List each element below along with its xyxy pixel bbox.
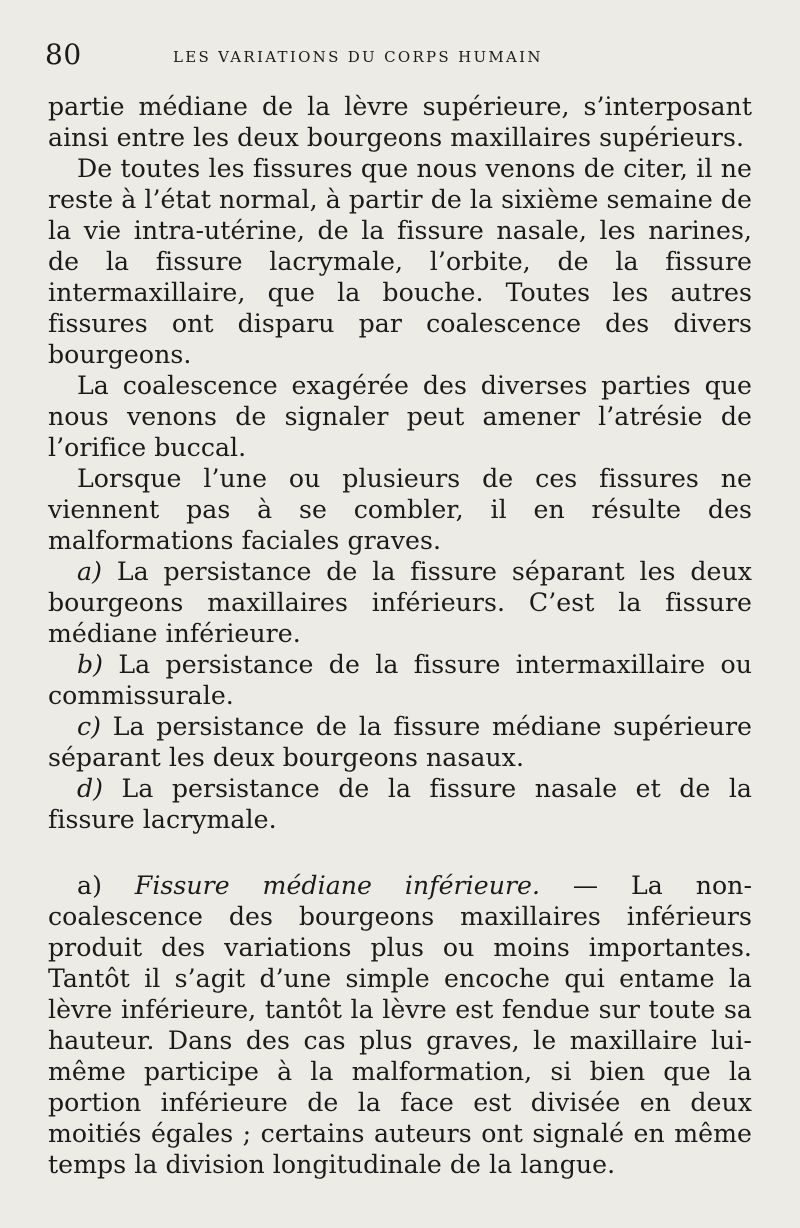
section-dash: — — [572, 871, 599, 900]
list-text-c: La persistance de la fissure médiane supérieure séparant les deux bourgeons nasaux. — [48, 712, 752, 772]
running-title: LES VARIATIONS DU CORPS HUMAIN — [173, 48, 543, 66]
list-item-b — [48, 649, 752, 711]
paragraph-malformations: Lorsque l’une ou plusieurs de ces fissures ne viennent pas à se combler, il en résulte des malformations faciales graves. — [48, 464, 752, 555]
section-heading: Fissure médiane inférieure. — [134, 871, 541, 900]
paragraph-coalescence: La coalescence exagérée des diverses parties que nous venons de signaler peut amener l’atrésie de l’orifice buccal. — [48, 371, 752, 462]
list-item-a — [48, 556, 752, 649]
section-paragraph — [48, 870, 752, 1180]
list-marker-b: b) — [77, 650, 104, 679]
section-gap — [48, 835, 752, 870]
list-text-a: La persistance de la fissure séparant les deux bourgeons maxillaires inférieurs. C’est la fissure médiane inférieure. — [48, 557, 753, 648]
continued-paragraph: partie médiane de la lèvre supérieure, s’interposant ainsi entre les deux bourgeons maxillaires supérieurs. — [48, 92, 752, 152]
list-text-b: La persistance de la fissure intermaxillaire ou commissurale. — [48, 650, 752, 710]
page-header — [45, 38, 750, 78]
section-text: La non-coalescence des bourgeons maxillaires inférieurs produit des variations plus ou moins importantes. Tantôt il s’agit d’une simple encoche qui entame la lèvre inférieure, tantôt la lèvre est fendue sur toute sa hauteur. Dans des cas plus graves, le maxillaire lui-même participe à la malformation, si bien que la portion inférieure de la face est divisée en deux moitiés égales ; certains auteurs ont signalé en même temps la division longitudinale de la langue. — [48, 871, 753, 1179]
list-marker-d: d) — [77, 774, 104, 803]
list-text-d: La persistance de la fissure nasale et de la fissure lacrymale. — [48, 774, 752, 834]
section-marker: a) — [77, 871, 102, 900]
list-item-c — [48, 711, 752, 773]
list-marker-c: c) — [77, 712, 102, 741]
paragraph-fissures-summary: De toutes les fissures que nous venons de citer, il ne reste à l’état normal, à partir de la sixième semaine de la vie intra-utérine, de la fissure nasale, les narines, de la fissure lacrymale, l’orbite, de la fissure intermaxillaire, que la bouche. Toutes les autres fissures ont disparu par coalescence des divers bourgeons. — [48, 154, 752, 369]
list-marker-a: a) — [77, 557, 102, 586]
page-number: 80 — [45, 38, 82, 71]
list-item-d — [48, 773, 752, 835]
body-text — [48, 91, 752, 1180]
